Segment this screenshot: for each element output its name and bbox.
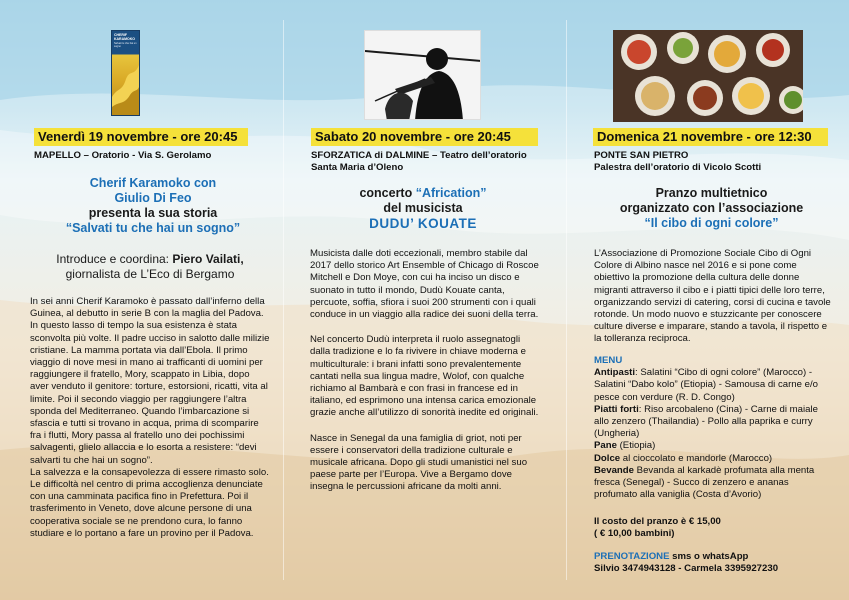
book-cover-subtitle: Salvati tu che hai un sogno xyxy=(114,42,137,48)
event-headline-3 xyxy=(594,186,829,231)
intro-line xyxy=(30,252,270,267)
booking-contacts: Silvio 3474943128 - Carmela 3395927230 xyxy=(594,563,779,575)
menu-item-text: Salatini “Dabo kolo” (Etiopia) - Samousa di carne e/o pesce con verdure (R. D. Congo) xyxy=(594,379,818,403)
food-photo-art xyxy=(613,30,803,122)
intro-prefix: Introduce e coordina: xyxy=(56,252,173,266)
price-info xyxy=(594,516,834,540)
menu-item-label: Piatti forti xyxy=(594,403,639,415)
description-paragraph: Nel concerto Dudù interpreta il ruolo assegnatogli dalla tradizione e lo fa rivivere in chiave moderna e multiculturale: i brani infatti sono prevalentemente cantati nella sua lingua madre, Wolof, con qualche richiamo al Bambarà e con frasi in francese ed in italiano, ed esprimono una intensa carica emozionale grazie anche all’utilizzo di sonorità inedite ed originali. xyxy=(310,334,539,419)
menu-item xyxy=(594,379,834,403)
booking-line xyxy=(594,551,839,563)
headline-line xyxy=(310,186,536,201)
menu-item-text: : Salatini “Cibo di ogni colore” (Marocco) - xyxy=(635,367,813,379)
venue-line: Palestra dell’oratorio di Vicolo Scotti xyxy=(594,162,762,173)
event-venue-1: MAPELLO – Oratorio - Via S. Gerolamo xyxy=(34,150,212,161)
menu-item-text: Bevanda al karkadè profumata alla menta fresca (Senegal) - Succo di zenzero e ananas profumato alla vaniglia (Costa d’Avorio) xyxy=(594,464,815,501)
musician-name: DUDU’ KOUATE xyxy=(369,216,477,231)
column-divider xyxy=(566,20,567,580)
menu-item-text: al cioccolato e mandorle (Marocco) xyxy=(620,452,773,464)
menu-item xyxy=(594,440,834,452)
menu-section xyxy=(594,355,834,501)
menu-item xyxy=(594,404,834,441)
booking-label: PRENOTAZIONE xyxy=(594,551,670,562)
menu-item-text: : Riso arcobaleno (Cina) - Carne di maiale allo zenzero (Thailandia) - Pollo alla paprika e curry (Ungheria) xyxy=(594,403,818,440)
menu-item-label: Pane xyxy=(594,440,617,452)
booking-text: sms o whatsApp xyxy=(669,551,749,562)
description-paragraph: L’Associazione di Promozione Sociale Cibo di Ogni Colore di Albino nasce nel 2016 e si pone come obiettivo la promozione della cultura delle donne migranti attraverso il cibo e i piatti tipici delle loro terre, organizzando servizi di catering, corsi di cucina e tavole rotonde. Un modo nuovo e stuzzicante per conoscere culture diverse e imparare, stando a tavola, il rispetto e la tolleranza reciproca. xyxy=(594,248,831,345)
event-description-1 xyxy=(30,296,270,540)
venue-line: PONTE SAN PIETRO xyxy=(594,150,689,161)
booking-info xyxy=(594,551,839,575)
headline-line: Pranzo multietnico xyxy=(655,186,768,200)
event-headline-1 xyxy=(40,176,266,236)
price-line: ( € 10,00 bambini) xyxy=(594,528,675,540)
event-venue-2 xyxy=(311,150,561,174)
menu-list xyxy=(594,367,834,501)
book-cover-art xyxy=(112,57,139,115)
headline-line: Cherif Karamoko con xyxy=(89,176,217,190)
headline-line: organizzato con l’associazione xyxy=(619,201,804,215)
intro-line2: giornalista de L’Eco di Bergamo xyxy=(65,267,235,281)
association-name: “Il cibo di ogni colore” xyxy=(644,216,779,230)
book-title: “Salvati tu che hai un sogno” xyxy=(65,221,241,235)
musician-photo-art xyxy=(365,31,481,120)
event-description-3 xyxy=(594,248,834,346)
menu-title: MENU xyxy=(594,355,623,366)
price-line: Il costo del pranzo è € 15,00 xyxy=(594,516,721,527)
event-date-1: Venerdì 19 novembre - ore 20:45 xyxy=(34,128,248,146)
headline-line: Giulio Di Feo xyxy=(114,191,192,205)
menu-item-text: (Etiopia) xyxy=(616,440,656,452)
description-paragraph: Musicista dalle doti eccezionali, membro stabile dal 2017 dello storico Art Ensemble of Chicago di Roscoe Mitchell e Don Moye, con cui ha inciso un disco e suonato in tutto il mondo, Dudù Kouate canta, percuote, soffia, sfiora i suoi 200 strumenti con i quali conduce in un viaggio alla radice dei suoni della terra. xyxy=(310,248,539,321)
menu-item xyxy=(594,453,834,465)
menu-item-label: Bevande xyxy=(594,464,634,476)
menu-item xyxy=(594,465,834,502)
book-cover xyxy=(111,30,140,116)
headline-pre: concerto xyxy=(359,186,416,200)
event-venue-3 xyxy=(594,150,839,174)
menu-item-label: Antipasti xyxy=(594,367,636,379)
event-description-2 xyxy=(310,248,542,494)
food-photo xyxy=(613,30,803,122)
concert-title: “Africation” xyxy=(415,186,487,200)
intro-name: Piero Vailati xyxy=(172,252,241,266)
event-headline-2 xyxy=(310,186,536,231)
venue-line: Santa Maria d’Oleno xyxy=(311,162,404,173)
book-cover-title: CHERIF KARAMOKO xyxy=(114,33,135,41)
menu-item xyxy=(594,367,834,379)
headline-line: presenta la sua storia xyxy=(88,206,218,220)
intro-suffix: , xyxy=(240,252,244,266)
menu-item-label: Dolce xyxy=(594,452,621,464)
event-intro-1 xyxy=(30,252,270,282)
description-paragraph: Nasce in Senegal da una famiglia di griot, noti per essere i conservatori della tradizione culturale e musicale africana. Dopo gli studi umanistici nel suo paese parte per l’Europa. Vive a Bergamo dove insegna le percussioni africane da molti anni. xyxy=(310,432,528,493)
column-divider xyxy=(283,20,284,580)
headline-line: del musicista xyxy=(383,201,463,215)
description-paragraph: In sei anni Cherif Karamoko è passato dall’inferno della Guinea, al debutto in serie B con la maglia del Padova. In questo lasso di tempo la sua esistenza è stata sconvolta più volte. Il padre ucciso in salotto dalle milizie cristiane. La mamma portata via dall’Ebola. Il primo viaggio di nove mesi in mano ai trafficanti di uomini per raggiungere il fratello, Mory, scappato in Libia, dopo aver venduto il genitore: torture, estorsioni, ricatti, vita al limite. Poi il secondo viaggio per raggiungere l’altra sponda del Mediterraneo. Quando l’imbarcazione si sfascia e tutti si trovano in acqua, prima di scomparire fra i flutti, Mory passa al fratello uno dei pochissimi salvagenti, glielo allaccia e lo esorta a resistere: “devi salvarti tu che hai un sogno”. xyxy=(30,296,270,466)
venue-line: SFORZATICA di DALMINE – Teatro dell’oratorio xyxy=(311,150,527,161)
event-date-3: Domenica 21 novembre - ore 12:30 xyxy=(593,128,828,146)
event-date-2: Sabato 20 novembre - ore 20:45 xyxy=(311,128,538,146)
description-paragraph: La salvezza e la consapevolezza di essere rimasto solo. Le difficoltà nel centro di prima accoglienza denunciate con una camminata pacifica fino in Prefettura. Poi il trasferimento in Veneto, dove alcune persone di una cooperativa sociale se ne prendono cura, lo fanno studiare e lo portano a fare un provino per il Padova. xyxy=(30,466,269,539)
musician-photo xyxy=(364,30,481,120)
